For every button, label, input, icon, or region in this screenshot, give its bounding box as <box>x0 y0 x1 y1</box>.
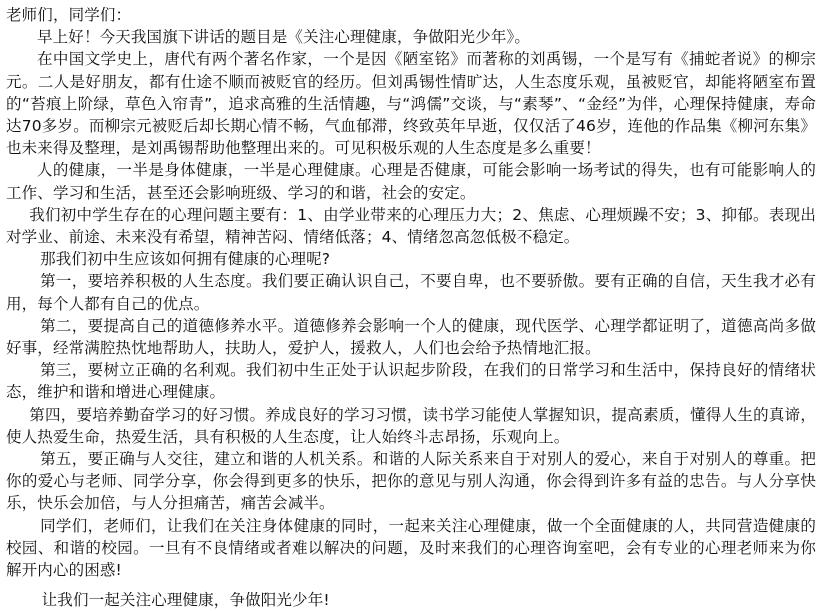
paragraph-question: 那我们初中生应该如何拥有健康的心理呢? <box>40 250 331 269</box>
paragraph-point-two: 第二，要提高自己的道德修养水平。道德修养会影响一个人的健康，现代医学、心理学都证明了，道德高尚多做好事，经常满腔热忱地帮助人，扶助人，爱护人，援救人，人们也会给予热情地汇报。 <box>6 316 816 358</box>
paragraph-health-halves: 人的健康，一半是身体健康，一半是心理健康。心理是否健康，可能会影响一场考试的得失，也有可能影响人的工作、学习和生活，甚至还会影响班级、学习的和谐，社会的安定。 <box>6 161 816 202</box>
paragraph-point-four: 第四，要培养勤奋学习的好习惯。养成良好的学习习惯，读书学习能使人掌握知识，提高素质，懂得人生的真谛，使人热爱生命，热爱生活，具有积极的人生态度，让人始终斗志昂扬，乐观向上。 <box>6 405 816 446</box>
paragraph-greeting: 早上好！今天我国旗下讲话的题目是《关注心理健康，争做阳光少年》。 <box>37 28 531 47</box>
paragraph-point-five: 第五，要正确与人交往，建立和谐的人机关系。和谐的人际关系来自于对别人的爱心，来自于对别人的尊重。把你的爱心与老师、同学分享，你会得到更多的快乐，把你的意见与别人沟通，你会得到许多有益的忠告。与人分享快乐，快乐会加倍，与人分担痛苦，痛苦会减半。 <box>6 450 816 513</box>
paragraph-common-problems: 我们初中学生存在的心理问题主要有：1、由学业带来的心理压力大；2、焦虑、心理烦躁不安；3、抑郁。表现出对学业、前途、未来没有希望，精神苦闷、情绪低落；4、情绪忽高忽低极不稳定。 <box>6 205 816 247</box>
paragraph-literary-example: 在中国文学史上，唐代有两个著名作家，一个是因《陋室铭》而著称的刘禹锡，一个是写有《捕蛇者说》的柳宗元。二人是好朋友，都有仕途不顺而被贬官的经历。但刘禹锡性情旷达，人生态度乐观，虽被贬官，却能将陋室布置的“苔痕上阶绿，草色入帘青”，追求高雅的生活情趣，与“鸿儒”交谈，与“素琴”、“金经”为伴，心理保持健康，寿命达70多岁。而柳宗元被贬后却长期心情不畅，气血郁滞，终致英年早逝，仅仅活了46岁，连他的作品集《柳河东集》也未来得及整理，是刘禹锡帮助他整理出来的。可见积极乐观的人生态度是多么重要！ <box>6 50 816 158</box>
paragraph-conclusion: 同学们，老师们，让我们在关注身体健康的同时，一起来关注心理健康，做一个全面健康的人，共同营造健康的校园、和谐的校园。一旦有不良情绪或者难以解决的问题，及时来我们的心理咨询室吧，会有专业的心理老师来为你解开内心的困惑! <box>6 516 816 580</box>
paragraph-point-three: 第三，要树立正确的名利观。我们初中生正处于认识起步阶段，在我们的日常学习和生活中，保持良好的情绪状态，维护和谐和增进心理健康。 <box>6 361 816 402</box>
salutation: 老师们，同学们： <box>6 6 132 24</box>
speech-document <box>6 4 816 611</box>
closing-line: 让我们一起关注心理健康，争做阳光少年! <box>41 591 330 610</box>
paragraph-point-one: 第一，要培养积极的人生态度。我们要正确认识自己，不要自卑，也不要骄傲。要有正确的自信，天生我才必有用，每个人都有自己的优点。 <box>6 272 816 313</box>
